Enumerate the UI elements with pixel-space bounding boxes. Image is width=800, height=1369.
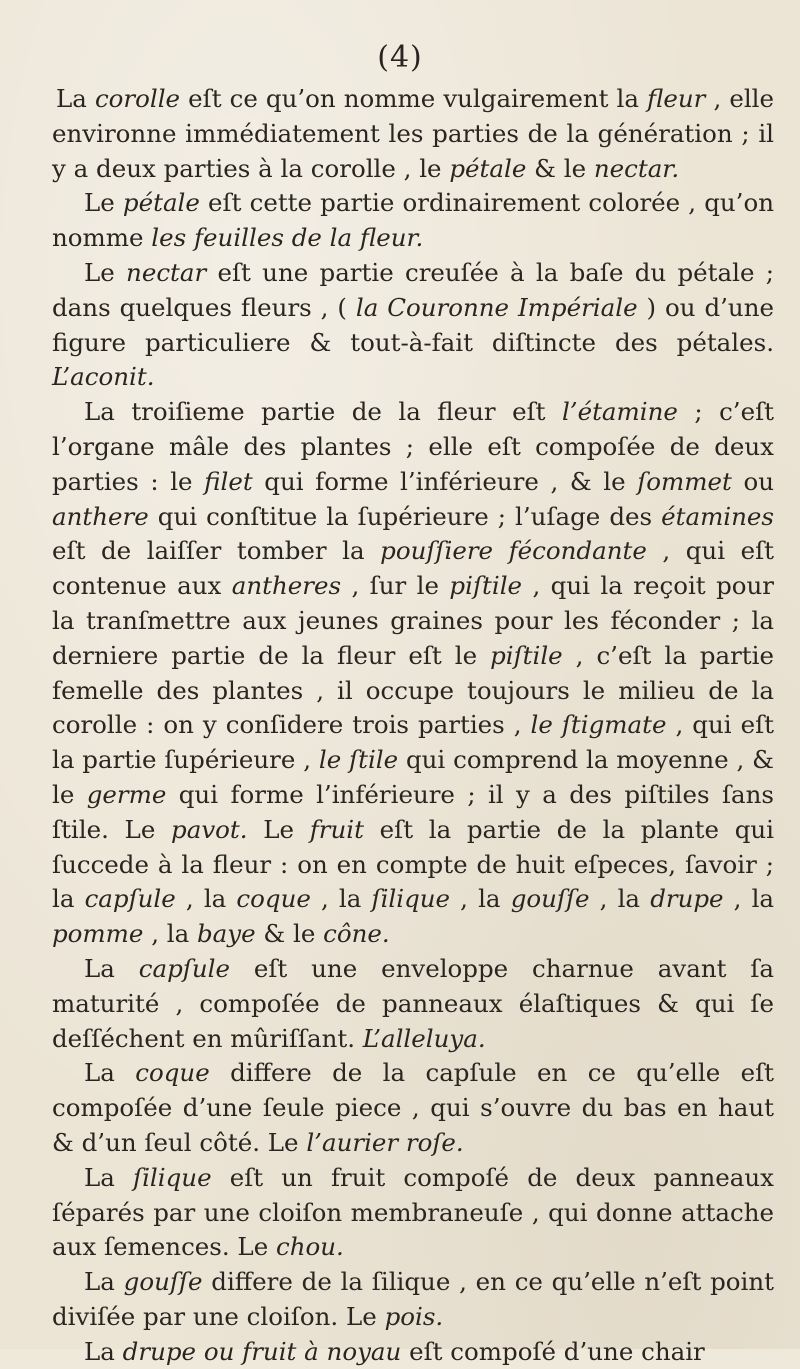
text-run: qui comprend la moyenne , & le [52, 745, 774, 809]
italic-term: l’aurier roſe. [306, 1127, 464, 1157]
text-run: La [56, 84, 95, 113]
italic-term: cône. [323, 919, 390, 949]
text-run: differe de la ſilique , en ce qu’elle n’eſt point diviſée par une cloiſon. Le [52, 1267, 774, 1331]
text-run: La [84, 953, 139, 983]
paragraph [52, 256, 774, 395]
italic-term: pouſſiere fécondante [380, 536, 647, 566]
italic-term: anthere [52, 501, 149, 531]
italic-term: capſule [84, 884, 176, 914]
text-run: eſt cette partie ordinairement colorée , qu’on nomme [52, 188, 775, 253]
text-run: La [84, 1058, 136, 1088]
italic-term: nectar [126, 257, 207, 287]
italic-term: ſilique [371, 884, 451, 914]
italic-term: nectar. [593, 153, 680, 183]
italic-term: coque [135, 1058, 210, 1088]
italic-term: pois. [384, 1301, 444, 1331]
text-run: ou [731, 466, 774, 496]
italic-term: étamines [661, 501, 774, 531]
paragraph [52, 1265, 774, 1335]
italic-term: le ſtile [318, 745, 399, 775]
text-run: eſt de laiſſer tomber la [52, 536, 381, 566]
italic-term: fruit [309, 814, 364, 844]
text-run: , la [175, 884, 237, 914]
text-run: , c’eſt la partie femelle des plantes , il occupe toujours le milieu de la corolle : on y conſidere trois parties , [52, 640, 774, 740]
text-run: differe de la capſule en ce qu’elle eſt compoſée d’une ſeule piece , qui s’ouvre du bas en haut & d’un ſeul côté. Le [52, 1058, 774, 1157]
italic-term: antheres [231, 571, 342, 601]
text-run: Le [84, 257, 127, 287]
italic-term: la Couronne Impériale [355, 292, 638, 322]
italic-term: drupe [650, 884, 724, 914]
text-run: & le [255, 919, 324, 949]
text-run: ) ou d’une figure particuliere & tout-à-fait diſtincte des pétales. [52, 292, 774, 357]
text-run: , la [310, 884, 372, 914]
italic-term: piſtile [449, 571, 523, 601]
text-run: qui conſtitue la ſupérieure ; l’uſage des [148, 501, 662, 531]
text-run: eſt une enveloppe charnue avant ſa maturité , compoſée de panneaux élaſtiques & qui ſe deſſéchent en mûriſſant. [52, 953, 775, 1053]
italic-term: ſilique [133, 1162, 212, 1192]
italic-term: baye [197, 919, 256, 949]
text-run: La troiſieme partie de la fleur eſt [84, 397, 562, 427]
italic-term: drupe ou fruit à noyau [122, 1336, 402, 1366]
paragraph [52, 1335, 774, 1369]
italic-term: gouſſe [510, 884, 590, 914]
text-run: La [84, 1162, 134, 1192]
italic-term: piſtile [490, 640, 563, 670]
text-run: La [84, 1336, 123, 1366]
text-run: , elle environne immédiatement les parties de la génération ; il y a deux parties à la corolle , le [52, 84, 774, 183]
text-run: , ſur le [341, 571, 450, 601]
italic-term: germe [86, 779, 167, 809]
text-run: , qui eſt contenue aux [52, 536, 774, 601]
text-run: , qui la reçoit pour la tranſmettre aux jeunes graines pour les féconder ; la derniere partie de la fleur eſt le [52, 571, 774, 670]
italic-term: fleur [647, 84, 706, 113]
page-number: (4) [377, 40, 423, 75]
text-run: eſt la partie de la plante qui ſuccede à la fleur : on en compte de huit eſpeces, ſavoir ; la [52, 814, 774, 914]
text-run: , la [143, 919, 197, 949]
italic-term: capſule [138, 953, 230, 983]
text-run: eſt une partie creuſée à la baſe du pétale ; dans quelques fleurs , ( [52, 257, 774, 322]
italic-term: L’alleluya. [362, 1023, 486, 1053]
text-run: eſt compoſé d’une chair [401, 1336, 705, 1366]
text-run: La [84, 1267, 124, 1297]
italic-term: L’aconit. [52, 362, 155, 392]
text-run: eſt un fruit compoſé de deux panneaux ſéparés par une cloiſon membraneuſe , qui donne attache aux ſemences. Le [52, 1162, 774, 1262]
paragraph [52, 395, 774, 952]
text-run: qui forme l’inférieure ; il y a des piſtiles ſans ſtile. Le [52, 779, 774, 844]
text-run: Le [84, 188, 123, 218]
italic-term: le ſtigmate [530, 710, 667, 740]
paragraph [52, 1056, 774, 1160]
text-run: qui forme l’inférieure , & le [252, 466, 638, 496]
italic-term: filet [204, 466, 253, 496]
body-text [52, 82, 774, 1369]
italic-term: chou. [276, 1232, 344, 1262]
text-run: eſt ce qu’on nomme vulgairement la [180, 84, 648, 113]
italic-term: pomme [52, 919, 144, 949]
text-run: Le [247, 814, 310, 844]
paragraph [52, 952, 774, 1056]
text-run: , qui eſt la partie ſupérieure , [52, 710, 774, 775]
italic-term: pétale [449, 153, 527, 183]
italic-term: l’étamine [561, 397, 678, 427]
text-run: , la [450, 884, 511, 914]
text-run: & le [526, 153, 594, 183]
paragraph [52, 82, 774, 186]
text-run: , la [723, 884, 775, 914]
text-run: , la [589, 884, 651, 914]
italic-term: pétale [122, 188, 200, 218]
italic-term: corolle [94, 84, 181, 113]
italic-term: les feuilles de la fleur. [151, 223, 424, 253]
italic-term: pavot. [171, 814, 248, 844]
italic-term: ſommet [637, 466, 732, 496]
paragraph [52, 186, 774, 256]
italic-term: coque [236, 884, 311, 914]
italic-term: gouſſe [123, 1267, 203, 1297]
text-run: ; c’eſt l’organe mâle des plantes ; elle eſt compoſée de deux parties : le [52, 397, 774, 496]
paragraph [52, 1161, 774, 1265]
